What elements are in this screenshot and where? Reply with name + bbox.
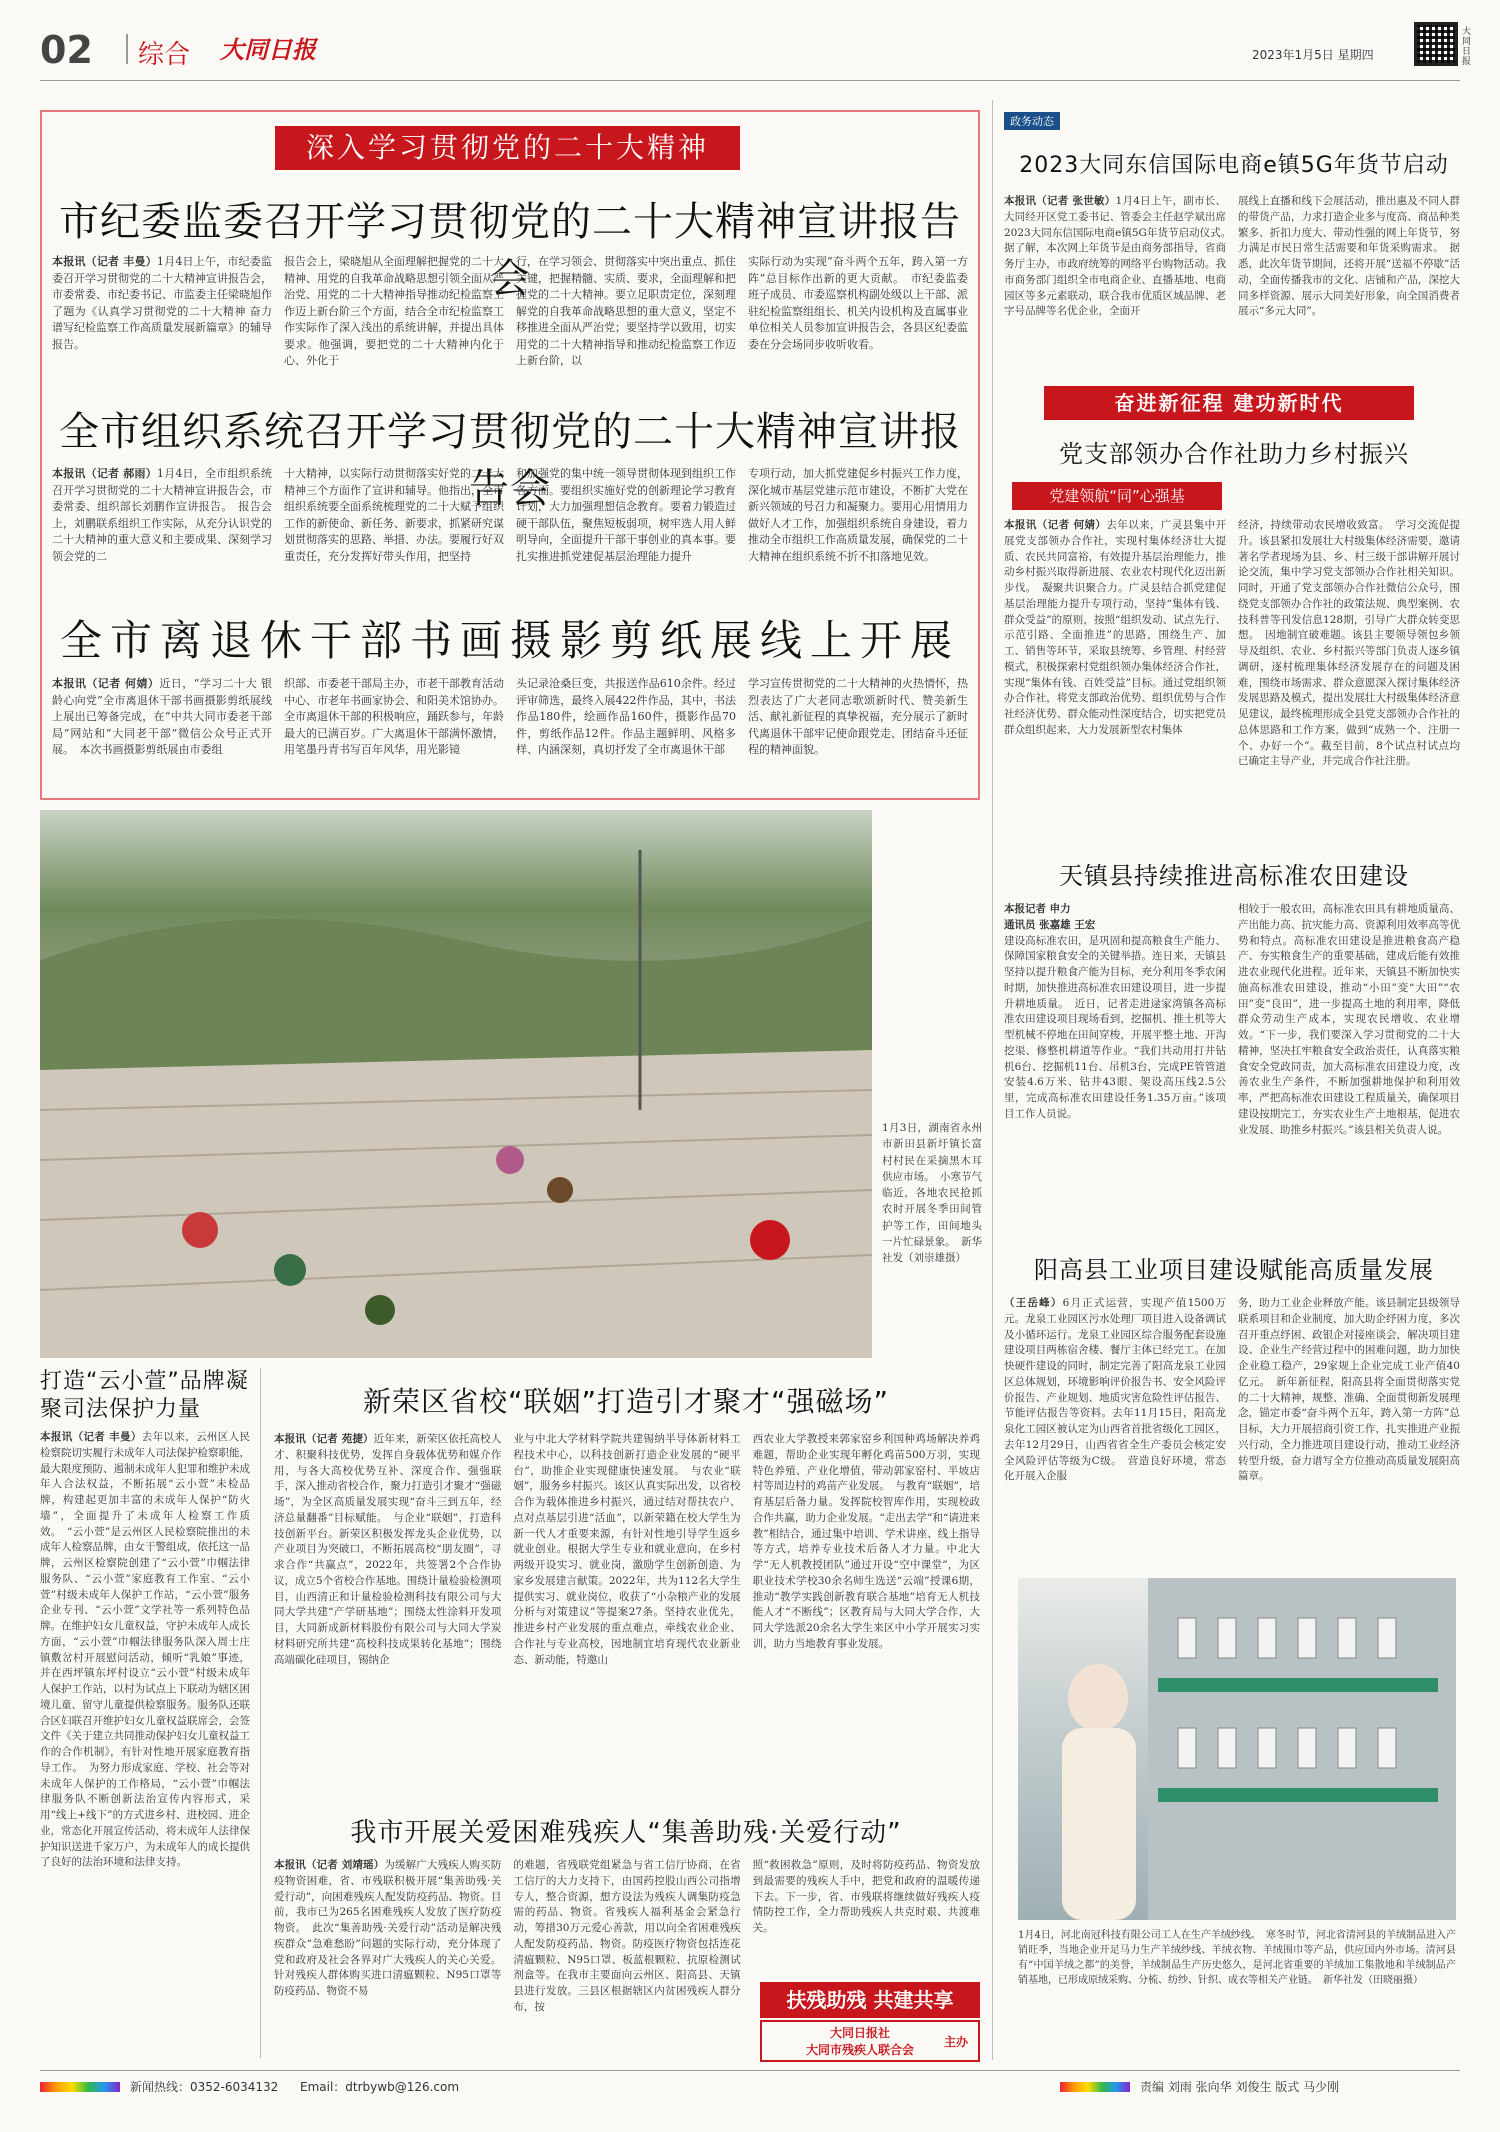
photo-caption: 1月4日，河北南冠科技有限公司工人在生产羊绒纱线。 寒冬时节，河北省清河县的羊绒制品进入产销旺季，当地企业开足马力生产羊绒纱线、羊绒衣物、羊绒围巾等产品，供应国内外市场。清河县有“中国羊绒之都”的美誉，羊绒制品生产历史悠久，是河北省重要的羊绒加工集散地和羊绒制品产销基地，已形成原绒采购、分梳、纺纱、针织、成衣等相关产业链。 新华社发（田晓丽摄） [1018, 1930, 1456, 1986]
headline: 新荣区省校“联姻”打造引才聚才“强磁场” [362, 1385, 890, 1418]
page-number: 02 [40, 28, 93, 72]
byline: 本报讯（记者 郝雨） [52, 467, 157, 480]
photo-caption: 1月3日，湖南省永州市新田县新圩镇长富村村民在采摘黑木耳供应市场。 小寒节气临近，各地农民抢抓农时开展冬季田间管护等工作，田间地头一片忙碌景象。 新华社发（刘崇雄摄） [882, 1122, 982, 1265]
issue-date: 2023年1月5日 星期四 [1252, 48, 1374, 62]
qr-label: 大同日报 [1462, 27, 1472, 67]
headline: 我市开展关爱困难残疾人“集善助残·关爱行动” [350, 1818, 902, 1848]
article-body: 本报讯（记者 何婧）近日，“学习二十大 银龄心向党”全市离退休干部书画摄影剪纸展线上展出已筹备完成，在“中共大同市委老干部局”网站和“大同老干部”微信公众号正式开展。 本次书画摄影剪纸展由市委组 织部、市委老干部局主办，市老干部教育活动中心、市老年书画家协会、和阳美术馆协办。全市离退休干部的积极响应，踊跃参与，年龄最大的已满百岁。广大离退休干部满怀激情，用笔墨丹青书写百年风华，用光影镜 头记录沧桑巨变，共报送作品610余件。经过评审筛选，最终入展422件作品，其中，书法作品180件，绘画作品160件，摄影作品70件，剪纸作品12件。作品主题鲜明、风格多样、内涵深刻，真切抒发了全市离退休干部 学习宣传贯彻党的二十大精神的火热情怀，热烈表达了广大老同志歌颂新时代、赞美新生活、献礼新征程的真挚祝福，充分展示了新时代离退休干部牢记使命跟党走、团结奋斗还征程的精神面貌。 [52, 677, 968, 756]
cobrand-host: 主办 [943, 2034, 968, 2049]
article-body: 本报讯（记者 丰曼）1月4日上午，市纪委监委召开学习贯彻党的二十大精神宣讲报告会，市委常委、市纪委书记、市监委主任梁晓旭作了题为《认真学习贯彻党的二十大精神 奋力谱写纪检监察工作高质量发展新篇章》的辅导报告。 报告会上，梁晓旭从全面理解把握党的二十大精神、用党的自我革命战略思想引领全面从严治党、用党的二十大精神指导推动纪检监察工作迈上新台阶三个方面，结合全市纪检监察工作实际作了深入浅出的系统讲解，并提出具体要求。他强调，要把党的二十大精神内化于心、外化于 行，在学习领会、贯彻落实中突出重点、抓住关键，把握精髓、实质、要求，全面理解和把握党的二十大精神。要立足职责定位，深刻理解党的自我革命战略思想的重大意义，坚定不移推进全面从严治党；要坚持学以致用，切实用党的二十大精神指导和推动纪检监察工作迈上新台阶，以 实际行动为实现“奋斗两个五年，跨入第一方阵”总目标作出新的更大贡献。 市纪委监委班子成员、市委巡察机构副处级以上干部、派驻纪检监察组组长、机关内设机构及直属事业单位相关人员参加宣讲报告会，各县区纪委监委在分会场同步收听收看。 [52, 255, 968, 367]
footer-email: Email：dtrbywb@126.com [300, 2080, 460, 2094]
byline: 本报讯（记者 张世敏） [1004, 195, 1116, 207]
byline: 本报讯（记者 丰曼） [52, 255, 157, 268]
photo-farmers-mushrooms [40, 810, 872, 1358]
feature-banner: 深入学习贯彻党的二十大精神 [275, 126, 740, 170]
headline: 党支部领办合作社助力乡村振兴 [1059, 440, 1409, 468]
article-body: 本报讯（记者 何婧）去年以来，广灵县集中开展党支部领办合作社，实现村集体经济壮大提质、农民共同富裕，有效提升基层治理能力，推动乡村振兴取得新进展、农业农村现代化迈出新步伐。 凝聚共识聚合力。广灵县结合抓党建促基层治理能力提升专项行动，坚持“集体有钱、群众受益”的原则，按照“组织发动、试点先行、示范引路、全面推进”的思路，围绕生产、加工、销售等环节，采取县统筹、乡管理、村经营模式，积极探索村党组织领办集体经济合作社，实现“集体有钱、百姓受益”目标。通过党组织领办合作社，将党支部政治优势、组织优势与合作社经济优势、群众能动性深度结合，切实把党员群众组织起来，大力发展新型农村集体 经济，持续带动农民增收致富。 学习交流促提升。该县紧扣发展壮大村级集体经济需要，邀请著名学者现场为县、乡、村三级干部讲解开展讨论交流，集中学习党支部领办合作社相关知识。同时，开通了党支部领办合作社微信公众号，围绕党支部领办合作社的政策法规、典型案例、农技科普等刊发信息128期，引导广大群众转变思想。 因地制宜破难题。该县主要领导领包乡领导及组织、农业、乡村振兴等部门负责人逐乡镇调研，逐村梳理集体经济发展存在的问题及困难，围绕市场需求、群众意愿深入探讨集体经济发展思路及模式，提出发展壮大村级集体经济意见建议，最终梳理形成全县党支部领办合作社的总体思路和工作方案，做到“成熟一个、注册一个、办好一个”。截至目前，8个试点村试点均已确定主导产业，并完成合作社注册。 [1004, 519, 1460, 768]
byline: 本报讯（记者 苑捷） [274, 1433, 374, 1445]
article-body: 本报讯（记者 郝雨）1月4日，全市组织系统召开学习贯彻党的二十大精神宣讲报告会，市委常委、组织部长刘鹏作宣讲报告。 报告会上，刘鹏联系组织工作实际，从充分认识党的二十大精神的重大意义和主要成果、深刻学习领会党的二 十大精神，以实际行动贯彻落实好党的二十大精神三个方面作了宣讲和辅导。他指出，全市组织系统要全面系统梳理党的二十大赋予组织工作的新使命、新任务、新要求，抓紧研究谋划贯彻落实的思路、举措、办法。要履行好双重责任，充分发挥好带头作用，把坚持 和加强党的集中统一领导贯彻体现到组织工作各方面。要组织实施好党的创新理论学习教育计划，大力加强理想信念教育。要着力锻造过硬干部队伍，聚焦短板弱项，树牢选人用人鲜明导向，全面提升干部干事创业的真本事。要扎实推进抓党建促基层治理能力提升 专项行动，加大抓党建促乡村振兴工作力度，深化城市基层党建示范市建设，不断扩大党在新兴领域的号召力和凝聚力。要用心用情用力做好人才工作，加强组织系统自身建设，着力推动全市组织工作高质量发展，确保党的二十大精神在组织系统不折不扣落地见效。 [52, 467, 968, 563]
headline: 打造“云小萱”品牌凝聚司法保护力量 [40, 1369, 249, 1422]
article-body: 本报记者 申力 通讯员 张嘉雄 王宏 建设高标准农田，是巩固和提高粮食生产能力、保障国家粮食安全的关键举措。连日来，天镇县坚持以提升粮食产能为目标，充分利用冬季农闲时期，加快推进高标准农田建设项目，进一步提升耕地质量。 近日，记者走进逯家湾镇各高标准农田建设项目现场看到，挖掘机、推土机等大型机械不停地在田间穿梭，开展平整土地、开沟挖渠、修整机耕道等作业。“我们共动用打井钻机6台、挖掘机11台、吊机3台，完成PE管管道安装4.6万米、钻井43眼、架设高压线2.5公里，完成高标准农田建设任务1.35万亩。”该项目工作人员说。 相较于一般农田，高标准农田具有耕地质量高、产出能力高、抗灾能力高、资源利用效率高等优势和特点。高标准农田建设是推进粮食高产稳产、夯实粮食生产的重要基础，建成后能有效推进农业现代化进程。近年来，天镇县不断加快实施高标准农田建设，推动“小田”变“大田”“农田”变“良田”，进一步提高土地的利用率，降低群众劳动生产成本，实现农民增收、农业增效。“下一步，我们要深入学习贯彻党的二十大精神，坚决扛牢粮食安全政治责任，认真落实粮食安全党政同责，加大高标准农田建设力度，改善农业生产条件，不断加强耕地保护和利用效率，严把高标准农田建设工程质量关，确保项目建设按期完工，夯实农业生产土地根基，促进农业发展、助推乡村振兴。”该县相关负责人说。 [1004, 903, 1460, 1136]
spinning-machine-illustration [1018, 1578, 1456, 1920]
page-header [40, 27, 1472, 72]
headline: 天镇县持续推进高标准农田建设 [1059, 862, 1409, 890]
section-banner: 奋进新征程 建功新时代 [1044, 386, 1414, 420]
article-body: 本报讯（记者 苑捷）近年来，新荣区依托高校人才、积聚科技优势，发挥自身载体优势和媒介作用，与各大高校优势互补、深度合作、强强联手，深入推动省校合作，聚力打造引才聚才“强磁场”，为全区高质量发展实现“奋斗三到五年，经济总量翻番”目标赋能。 与企业“联姻”，打造科技创新平台。新荣区积极发挥龙头企业优势，以产业项目为突破口，不断拓展高校“朋友圈”，寻求合作“共赢点”，2022年，共签署2个合作协议，成立5个省校合作基地。围绕计量检验检测项目，山西清正和计量检验检测科技有限公司与大同大学共建“产学研基地”；围绕太性涂料开发项目，大同新成新材料股份有限公司与大同大学炭材料研究所共建“高校科技成果转化基地”；围绕高端碳化硅项目，锡纳企 业与中北大学材料学院共建锡纳半导体新材料工程技术中心，以科技创新打造企业发展的“硬平台”，助推企业实现健康快速发展。 与农业“联姻”，服务乡村振兴。该区认真实际出发，以省校合作为载体推进乡村振兴，通过结对帮扶农户、点对点基层引进“活血”，以新荣籍在校大学生为新一代人才重要来源，有针对性地引导学生返乡就业创业。根据大学生专业和就业意向，在乡村两级开设实习、就业岗，激励学生创新创造、为家乡发展建言献策。2022年，共为112名大学生提供实习、就业岗位，收获了“小杂粮产业的发展分析与对策建议”等提案27条。坚持农业优先，推进乡村产业发展的重点难点，牵线农业企业、合作社与专业高校，因地制宜培育现代农业新业态、新动能，特邀山 西农业大学教授来郭家窑乡利国种鸡场解决养鸡难题，帮助企业实现年孵化鸡苗500万羽，实现特色养殖、产业化增值，带动郭家窑村、半坡店村等周边村的鸡苗产业发展。 与教育“联姻”，培育基层后备力量。发挥院校智库作用，实现校政合作共赢，助力企业发展。“走出去学”和“请进来教”相结合，通过集中培训、学术讲座、线上指导等方式，培养专业技术后备人才力量。中北大学“无人机教授团队”通过开设“空中课堂”，为区职业技术学校30余名师生选送“云端”授课6期，推动“教学实践创新教育联合基地”培育无人机技能人才“不断线”；区教育局与大同大学合作，大同大学选派20余名大学生来区中小学开展实习实训，助力当地教育事业发展。 [274, 1433, 980, 1666]
headline: 2023大同东信国际电商e镇5G年货节启动 [1019, 153, 1449, 178]
qr-code [1414, 22, 1458, 66]
footer-color-bar [40, 2082, 120, 2092]
footer-hotline: 新闻热线：0352-6034132 [130, 2080, 279, 2094]
cobrand-slogan: 扶残助残 共建共享 [760, 1982, 980, 2018]
cobrand-box [760, 2020, 980, 2062]
headline: 市纪委监委召开学习贯彻党的二十大精神宣讲报告会 [59, 199, 961, 302]
subheading-tag: 党建领航“同”心强基 [1012, 482, 1222, 510]
headline: 全市离退休干部书画摄影剪纸展线上开展 [59, 616, 960, 665]
masthead-logo: 大同日报 [220, 35, 316, 64]
byline: 本报讯（记者 何婧） [52, 677, 160, 690]
article-body: 本报讯（记者 丰曼）去年以来，云州区人民检察院切实履行未成年人司法保护检察职能，最大限度预防、遏制未成年人犯罪和维护未成年人合法权益，不断拓展“云小萱”未检品牌，构建起更加丰富的未成年人保护“防火墙”，全面提升了未成年人检察工作质效。 “云小萱”是云州区人民检察院推出的未成年人检察品牌，由女干警组成，依托这一品牌，云州区检察院创建了“云小萱”巾帼法律服务队、“云小萱”家庭教育工作室、“云小萱”村级未成年人保护工作站，“云小萱”服务企业专刊、“云小萱”文学社等一系列特色品牌。在维护妇女儿童权益，守护未成年人成长方面，“云小萱”巾帼法律服务队深入周士庄镇敷岔村开展慰问活动，倾听“乳娘”事迹，并在西坪镇东坪村设立“云小萱”村级未成年人保护工作站，以村为试点上下联动为辖区困境儿童、留守儿童提供检察服务。服务队还联合区妇联召开维护妇女儿童权益联席会，会签文件《关于建立共同推动保护妇女儿童权益工作的合作机制》，有针对性地开展家庭教育指导工作。 为努力形成家庭、学校、社会等对未成年人保护的工作格局，“云小萱”巾帼法律服务队不断创新法治宣传内容形式，采用“线上+线下”的方式进乡村、进校园、进企业，常态化开展宣传活动，将未成年人法律保护知识送进千家万户，为未成年人的成长提供了良好的法治环境和法律支持。 [40, 1431, 251, 1869]
section-name: 综合 [138, 40, 191, 70]
byline: 本报讯（记者 丰曼） [40, 1431, 142, 1443]
byline: 本报讯（记者 何婧） [1004, 519, 1107, 531]
cobrand-org: 大同日报社 大同市残疾人联合会 [805, 2026, 914, 2057]
farm-field-illustration [40, 810, 872, 1358]
footer-editors: 责编 刘雨 张向华 刘俊生 版式 马少刚 [1140, 2080, 1340, 2094]
headline: 全市组织系统召开学习贯彻党的二十大精神宣讲报告会 [59, 409, 961, 512]
footer-color-bar [1060, 2082, 1130, 2092]
photo-textile-worker [1018, 1578, 1456, 1920]
article-body: 本报讯（记者 刘靖瑶）为缓解广大残疾人购买防疫物资困难，省、市残联积极开展“集善助残·关爱行动”，向困难残疾人配发防疫药品、物资。目前，我市已为265名困难残疾人发放了医疗防疫物资。 此次“集善助残·关爱行动”活动是解决残疾群众“急难愁盼”问题的实际行动，充分体现了党和政府及社会各界对广大残疾人的关心关爱。针对残疾人群体购买进口清瘟颗粒、N95口罩等防疫药品、物资不易 的难题，省残联党组紧急与省工信厅协商，在省工信厅的大力支持下，由国药控股山西公司指增专人，整合资源，想方设法为残疾人调集防疫急需的药品、物资。省残疾人福利基金会紧急行动，筹措30万元爱心善款，用以向全省困难残疾人配发防疫药品、物资。防疫医疗物资包括连花清瘟颗粒、N95口罩、板蓝根颗粒、抗原检测试剂盒等。在我市主要面向云州区、阳高县、天镇县进行发放。三县区根据辖区内贫困残疾人群分布，按 照“救困救急”原则，及时将防疫药品、物资发放到最需要的残疾人手中，把党和政府的温暖传递下去。下一步，省、市残联将继续做好残疾人疫情防控工作，全力帮助残疾人共克时艰、共渡难关。 [274, 1859, 980, 2013]
article-body: 本报讯（记者 张世敏）1月4日上午，副市长、大同经开区党工委书记、管委会主任赵学斌出席2023大同东信国际电商e镇5G年货节启动仪式。 据了解，本次网上年货节是由商务部指导，省商务厅主办，市政府统筹的网络平台购物活动。我市商务部门组织全市电商企业、直播基地、电商园区等多元素联动，联合我市优质区域品牌、老字号品牌等名优企业，全面开 展线上直播和线下会展活动，推出惠及不同人群的带货产品，力求打造企业多与度高、商品种类繁多、折扣力度大、带动性强的网上年货节，努力满足市民日常生活需要和年货采购需求。 据悉，此次年货节期间，还将开展“送福不停歇”活动，全面传播我市的文化、店铺和产品，深挖大同多样资源、展示大同美好形象，向全国消费者展示“多元大同”。 [1004, 195, 1460, 318]
section-label: 政务动态 [1004, 112, 1060, 130]
byline: （王岳峰） [1004, 1297, 1063, 1309]
byline: 本报讯（记者 刘靖瑶） [274, 1859, 385, 1871]
article-body: （王岳峰）6月正式运营，实现产值1500万元。龙泉工业园区污水处理厂项目进入设备调试及小循环运行。龙泉工业园区综合服务配套设施建设项目两栋宿舍楼、餐厅主体已经完工。在加快硬件建设的同时，制定完善了阳高龙泉工业园区总体规划，环境影响评价报告书、安全风险评价报告、产业规划、地质灾害危险性评估报告、节能评估报告等资料。去年11月15日，阳高龙泉化工园区被认定为山西省首批省级化工园区，去年12月29日，山西省省全生产委员会核定安全风险评估等级为C级。 营造良好环境，常态化开展入企服 务，助力工业企业释放产能。该县制定县级领导联系项目和企业制度，加大助企纾困力度，多次召开重点纾困、政银企对接座谈会，解决项目建设、企业生产经营过程中的困难问题，助力加快企业稳工稳产，29家规上企业完成工业产值40亿元。 新年新征程，阳高县将全面贯彻落实党的二十大精神，规整、准确、全面贯彻新发展理念，锚定市委“奋斗两个五年，跨入第一方阵”总目标，大力开展招商引资工作，扎实推进产业振兴行动，全力推进项目建设行动，推动工业经济转型升级，奋力谱写全方位推动高质量发展阳高篇章。 [1004, 1297, 1460, 1483]
byline: 本报记者 申力 通讯员 张嘉雄 王宏 [1004, 903, 1096, 931]
headline: 阳高县工业项目建设赋能高质量发展 [1034, 1256, 1434, 1284]
